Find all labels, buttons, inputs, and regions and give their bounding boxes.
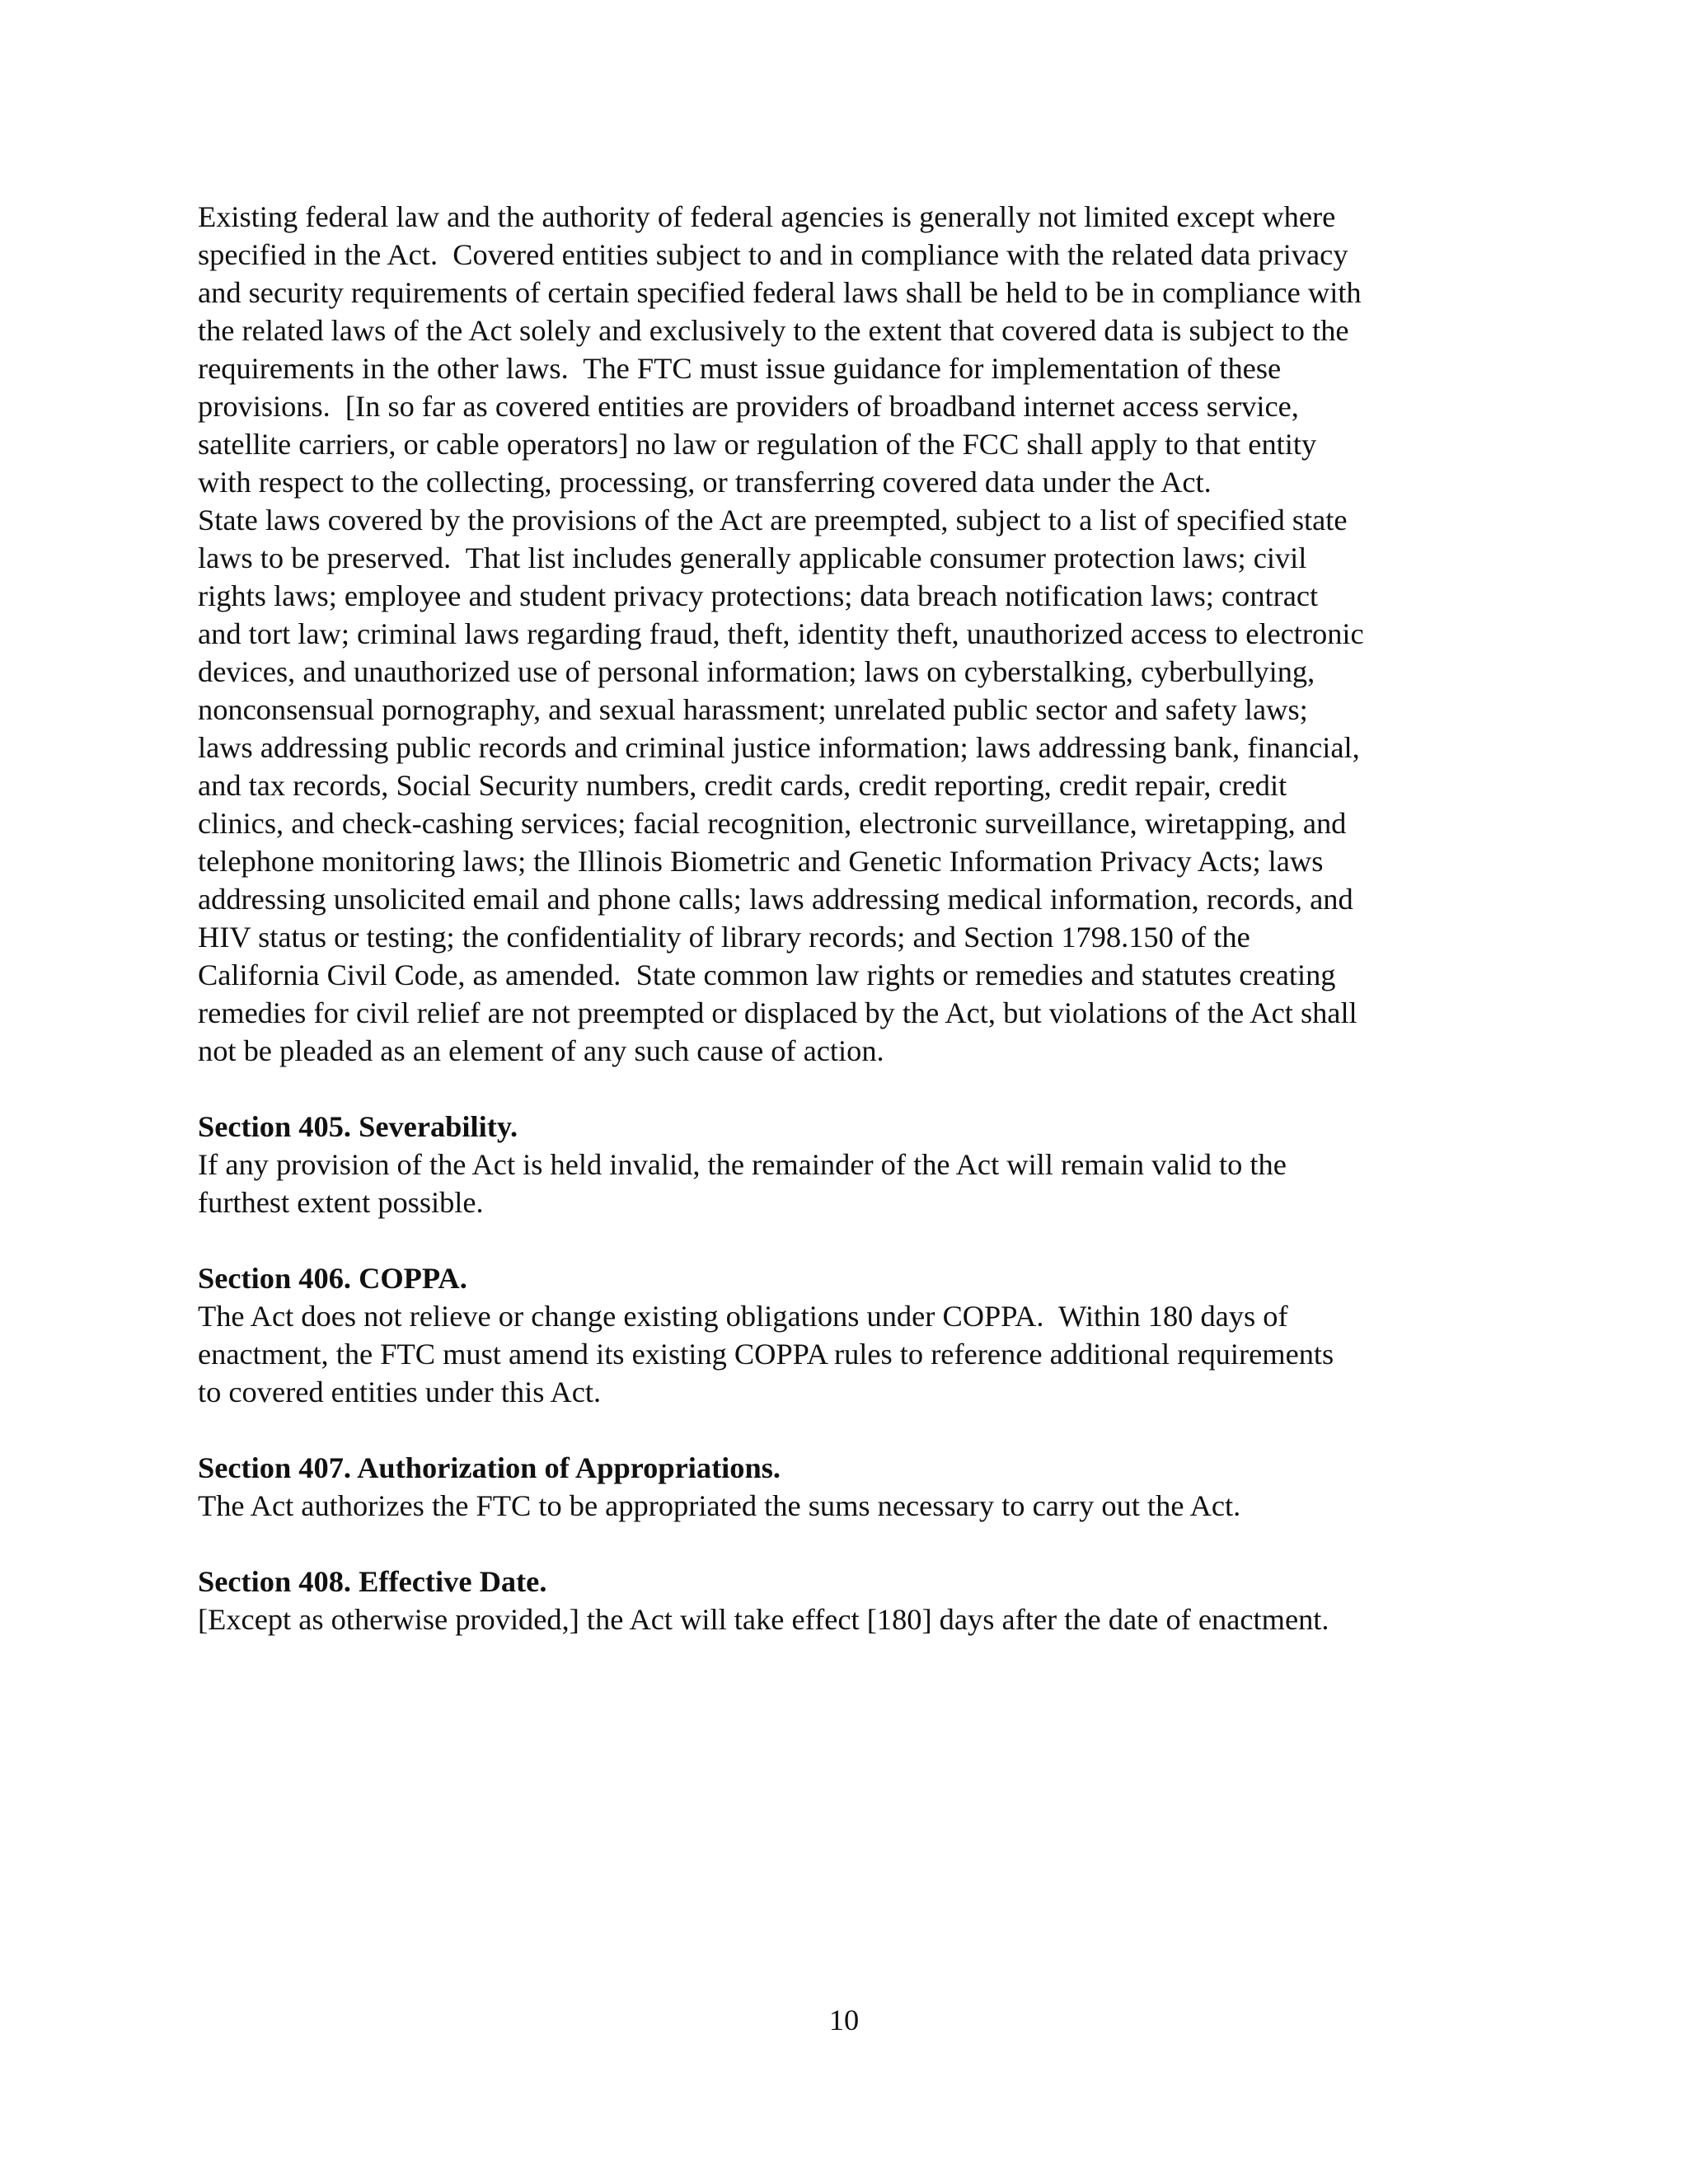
- section-body: [Except as otherwise provided,] the Act will take effect [180] days after the date of enactment.: [198, 1603, 1329, 1636]
- paragraph-federal-law: Existing federal law and the authority of federal agencies is generally not limited except where specified in the Act. Covered entities subject to and in compliance with the related data privacy and security requirements of certain specified federal laws shall be held to be in compliance with the related laws of the Act solely and exclusively to the extent that covered data is subject to the requirements in the other laws. The FTC must issue guidance for implementation of these provisions. [In so far as covered entities are providers of broadband internet access service, satellite carriers, or cable operators] no law or regulation of the FCC shall apply to that entity with respect to the collecting, processing, or transferring covered data under the Act.: [198, 200, 1362, 499]
- section-heading: Section 406. COPPA.: [198, 1262, 467, 1295]
- section-heading: Section 407. Authorization of Appropriations.: [198, 1451, 781, 1484]
- section-heading: Section 408. Effective Date.: [198, 1565, 547, 1598]
- section-body: If any provision of the Act is held invalid, the remainder of the Act will remain valid to the furthest extent possible.: [198, 1148, 1287, 1219]
- section-heading: Section 405. Severability.: [198, 1110, 518, 1143]
- section-body: The Act does not relieve or change existing obligations under COPPA. Within 180 days of enactment, the FTC must amend its existing COPPA rules to reference additional requirements to covered entities under this Act.: [198, 1300, 1334, 1408]
- section-407: [198, 1449, 1500, 1525]
- document-page: [198, 198, 1500, 1638]
- section-406: [198, 1259, 1500, 1411]
- section-405: [198, 1108, 1500, 1221]
- page-number: 10: [828, 2004, 860, 2036]
- section-408: [198, 1563, 1500, 1638]
- paragraph-state-laws: State laws covered by the provisions of the Act are preempted, subject to a list of specified state laws to be preserved. That list includes generally applicable consumer protection laws; civil rights laws; employee and student privacy protections; data breach notification laws; contract and tort law; criminal laws regarding fraud, theft, identity theft, unauthorized access to electronic devices, and unauthorized use of personal information; laws on cyberstalking, cyberbullying, nonconsensual pornography, and sexual harassment; unrelated public sector and safety laws; laws addressing public records and criminal justice information; laws addressing bank, financial, and tax records, Social Security numbers, credit cards, credit reporting, credit repair, credit clinics, and check-cashing services; facial recognition, electronic surveillance, wiretapping, and telephone monitoring laws; the Illinois Biometric and Genetic Information Privacy Acts; laws addressing unsolicited email and phone calls; laws addressing medical information, records, and HIV status or testing; the confidentiality of library records; and Section 1798.150 of the California Civil Code, as amended. State common law rights or remedies and statutes creating remedies for civil relief are not preempted or displaced by the Act, but violations of the Act shall not be pleaded as an element of any such cause of action.: [198, 504, 1364, 1067]
- section-body: The Act authorizes the FTC to be appropriated the sums necessary to carry out the Act.: [198, 1489, 1241, 1522]
